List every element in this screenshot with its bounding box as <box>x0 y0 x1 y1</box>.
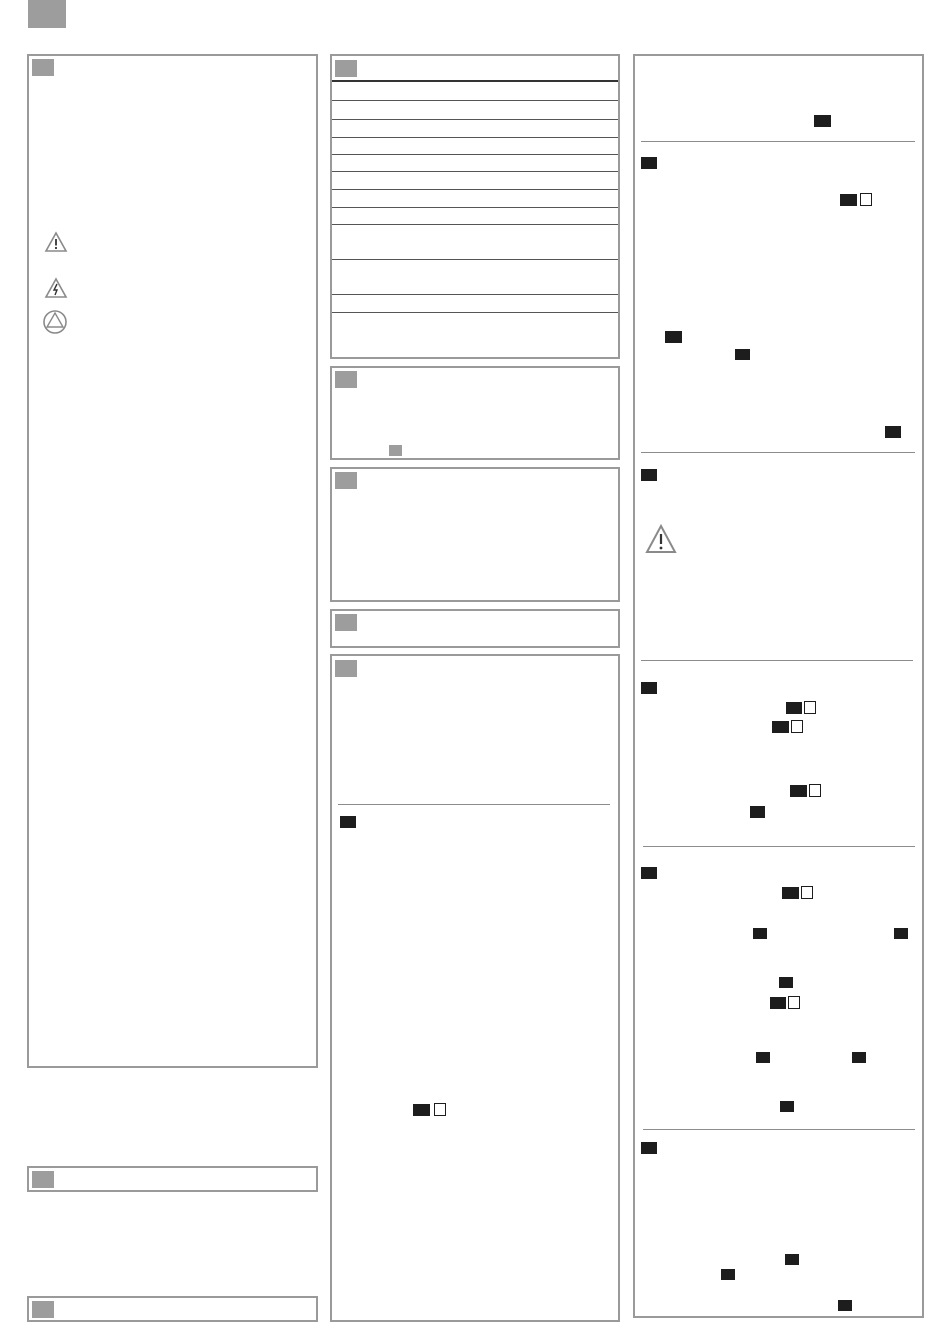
table-row <box>332 224 618 225</box>
figure-ref-marker <box>782 887 799 899</box>
section-divider <box>641 141 915 142</box>
figure-ref-box <box>801 886 813 899</box>
figure-ref-marker <box>772 721 789 733</box>
figure-ref-marker <box>389 445 402 456</box>
section-tag <box>32 1171 54 1188</box>
figure-ref-marker <box>785 1254 799 1265</box>
figure-ref-box <box>434 1103 446 1116</box>
figure-ref-box <box>791 720 803 733</box>
table-row <box>332 189 618 190</box>
section-tag <box>335 614 357 631</box>
middle-section-3 <box>330 467 620 602</box>
table-row <box>332 312 618 313</box>
electric-hazard-icon <box>44 277 68 299</box>
table-row <box>332 154 618 155</box>
section-tag <box>335 472 357 489</box>
circle-triangle-icon <box>42 309 68 335</box>
table-row <box>332 294 618 295</box>
table-row <box>332 259 618 260</box>
section-tag <box>335 371 357 388</box>
section-divider <box>641 452 915 453</box>
figure-ref-marker <box>838 1300 852 1311</box>
step-marker <box>340 816 356 828</box>
technical-data-table <box>330 54 620 359</box>
table-row <box>332 137 618 138</box>
figure-ref-marker <box>786 702 802 714</box>
figure-ref-marker <box>750 806 765 818</box>
figure-ref-marker <box>790 785 807 797</box>
step-marker <box>641 157 657 169</box>
figure-ref-box <box>804 701 816 714</box>
figure-ref-marker <box>770 997 786 1009</box>
figure-ref-marker <box>756 1052 770 1063</box>
section-divider <box>338 804 610 805</box>
table-header-rule <box>332 80 618 82</box>
left-section-bar-2 <box>27 1296 318 1322</box>
left-section-bar-1 <box>27 1166 318 1192</box>
figure-ref-box <box>809 784 821 797</box>
section-divider <box>641 660 913 661</box>
figure-ref-marker <box>885 426 901 438</box>
middle-section-4 <box>330 609 620 648</box>
figure-ref-marker <box>753 928 767 939</box>
figure-ref-box <box>860 193 872 206</box>
section-tag <box>335 660 357 677</box>
section-tag <box>335 60 357 77</box>
figure-ref-marker <box>779 977 793 988</box>
figure-ref-box <box>788 996 800 1009</box>
figure-ref-marker <box>735 349 750 360</box>
table-row <box>332 119 618 120</box>
warning-triangle-icon <box>645 524 677 554</box>
section-divider <box>643 846 915 847</box>
middle-section-2 <box>330 366 620 460</box>
section-tag <box>32 59 54 76</box>
figure-ref-marker <box>840 194 857 206</box>
figure-ref-marker <box>665 331 682 343</box>
step-marker <box>641 469 657 481</box>
figure-ref-marker <box>852 1052 866 1063</box>
step-marker <box>641 867 657 879</box>
step-marker <box>641 682 657 694</box>
section-tag <box>32 1301 54 1318</box>
table-row <box>332 100 618 101</box>
figure-ref-marker <box>780 1101 794 1112</box>
step-marker <box>641 1142 657 1154</box>
middle-section-5 <box>330 654 620 1322</box>
page-header-tab <box>28 0 66 28</box>
warning-triangle-icon <box>44 231 68 253</box>
figure-ref-marker <box>413 1104 430 1116</box>
figure-ref-marker <box>814 115 831 127</box>
table-row <box>332 171 618 172</box>
figure-ref-marker <box>721 1269 735 1280</box>
safety-section <box>27 54 318 1068</box>
section-divider <box>643 1129 915 1130</box>
figure-ref-marker <box>894 928 908 939</box>
table-row <box>332 207 618 208</box>
instructions-panel <box>633 54 924 1318</box>
